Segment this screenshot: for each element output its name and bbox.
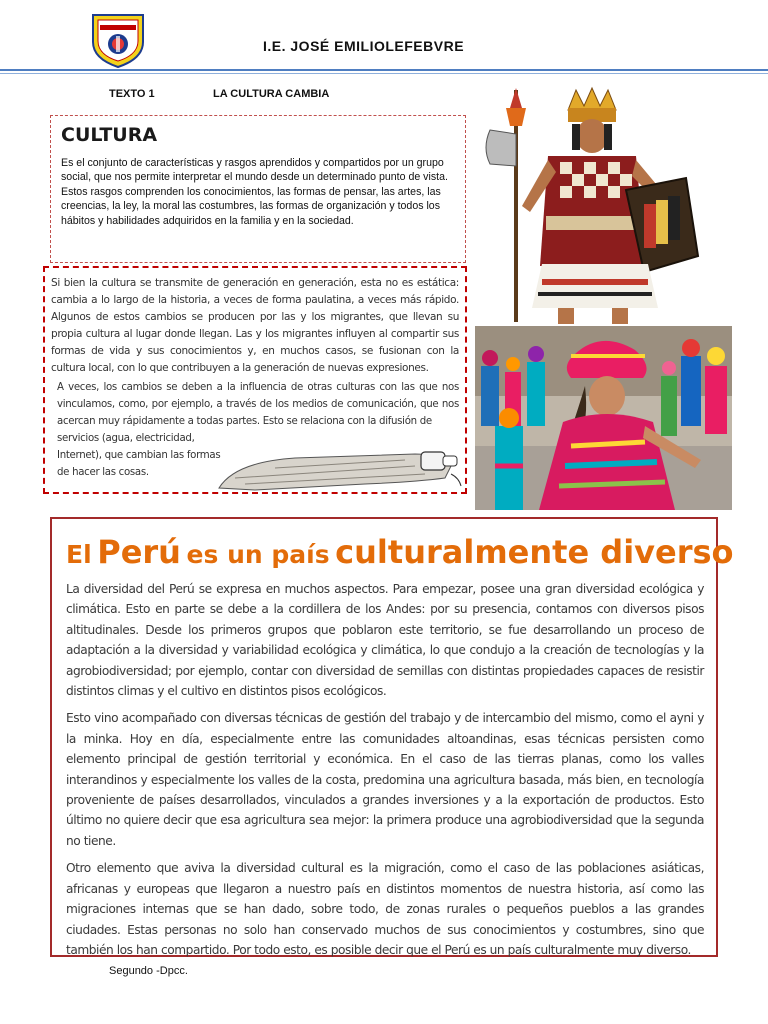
- peru-diversity-title: [66, 529, 734, 579]
- cable-illustration: [215, 448, 465, 494]
- cultura-definition-box: [50, 115, 466, 263]
- peru-paragraph-1: La diversidad del Perú se expresa en muchos aspectos. Para empezar, posee una gran diversidad ecológica y climática. Esto en parte se debe a la cordillera de los Andes: por su presencia, contamos con diversos pisos altitudinales. Desde los primeros grupos que poblaron este territorio, se fue desarrollando un proceso de adaptación a la diversidad y variabilidad ecológica y climática, lo que condujo a la creación de tecnologías y la agrobiodiversidad; por ejemplo, contar con diversidad de semillas con distintas propiedades capaces de resistir distintos climas y el cultivo en distintos pisos ecológicos.: [66, 582, 704, 699]
- culture-change-paragraph-3: servicios (agua, electricidad, Internet), que cambian las formas de hacer las cosas.: [57, 433, 221, 478]
- title-word-peru: Perú: [97, 533, 181, 571]
- title-words-es-un-pais: es un país: [186, 540, 330, 569]
- cultura-heading: CULTURA: [61, 124, 158, 146]
- peru-diversity-box: [50, 517, 734, 957]
- footer-course-label: Segundo -Dpcc.: [109, 965, 188, 977]
- peru-paragraph-2: Esto vino acompañado con diversas técnicas de gestión del trabajo y de intercambio del mismo, como el ayni y la minka. Hoy en día, especialmente entre las comunidades altoandinas, esas técnicas persisten como elemento principal de gestión territorial y económica. En el caso de las tierras planas, como los valles interandinos y especialmente los valles de la costa, predomina una agricultura basada, más bien, en tecnología proveniente de países desarrollados, vinculados a grandes inversiones y a la exportación de productos. Esto último no quiere decir que esa agricultura sea mejor: la primera produce una agrobiodiversidad que la segunda no tiene.: [66, 711, 704, 848]
- culture-change-box: [43, 266, 467, 494]
- culture-change-paragraph-1: Si bien la cultura se transmite de generación en generación, esta no es estática: cambia a lo largo de la historia, a veces de forma paulatina, a veces más rápido. Algunos de estos cambios se producen por las y los migrantes, que llevan su propia cultura al lugar donde llegan. Las y los migrantes influyen al compartir sus formas de vida y sus conocimientos y, en muchos casos, se fusionan con la cultura local, con lo que contribuyen a la generación de nuevas expresiones.: [51, 277, 459, 374]
- festival-dancers-image: [475, 326, 732, 510]
- culture-change-paragraph-2: A veces, los cambios se deben a la influencia de otras culturas con las que nos vinculamos, como, por ejemplo, a través de los medios de comunicación, que nos acercan muy rápidamente a todas partes. Esto se relaciona con la difusión de: [57, 382, 459, 427]
- title-word-el: El: [66, 540, 92, 569]
- header-divider-thin: [0, 73, 768, 74]
- header-divider: [0, 69, 768, 71]
- text-number-label: TEXTO 1: [109, 88, 155, 100]
- cultura-definition: Es el conjunto de características y rasgos aprendidos y compartidos por un grupo social, que nos permite interpretar el mundo desde un determinado punto de vista. Estos rasgos comprenden los conocimientos, las formas de pensar, las artes, las creencias, la ley, la moral las costumbres, las formas de organización y todos los hábitos y habilidades adquiridos en la familia y en la sociedad.: [61, 157, 448, 227]
- school-name: I.E. JOSÉ EMILIOLEFEBVRE: [263, 38, 465, 54]
- inca-warrior-image: [476, 86, 716, 324]
- title-words-culturalmente-diverso: culturalmente diverso: [335, 533, 734, 571]
- peru-paragraph-3: Otro elemento que aviva la diversidad cultural es la migración, como el caso de las poblaciones asiáticas, africanas y europeas que llegaron a nuestro país en distintos momentos de nuestra historia, así como las migraciones internas que se han dado, sobre todo, de zonas rurales o pequeños pueblos a las grandes ciudades. Estas personas no solo han conservado muchos de sus conocimientos y costumbres, sino que también los han compartido. Por todo esto, es posible decir que el Perú es un país culturalmente muy diverso.: [66, 861, 704, 957]
- school-logo: [90, 12, 146, 68]
- text-title: LA CULTURA CAMBIA: [213, 88, 330, 100]
